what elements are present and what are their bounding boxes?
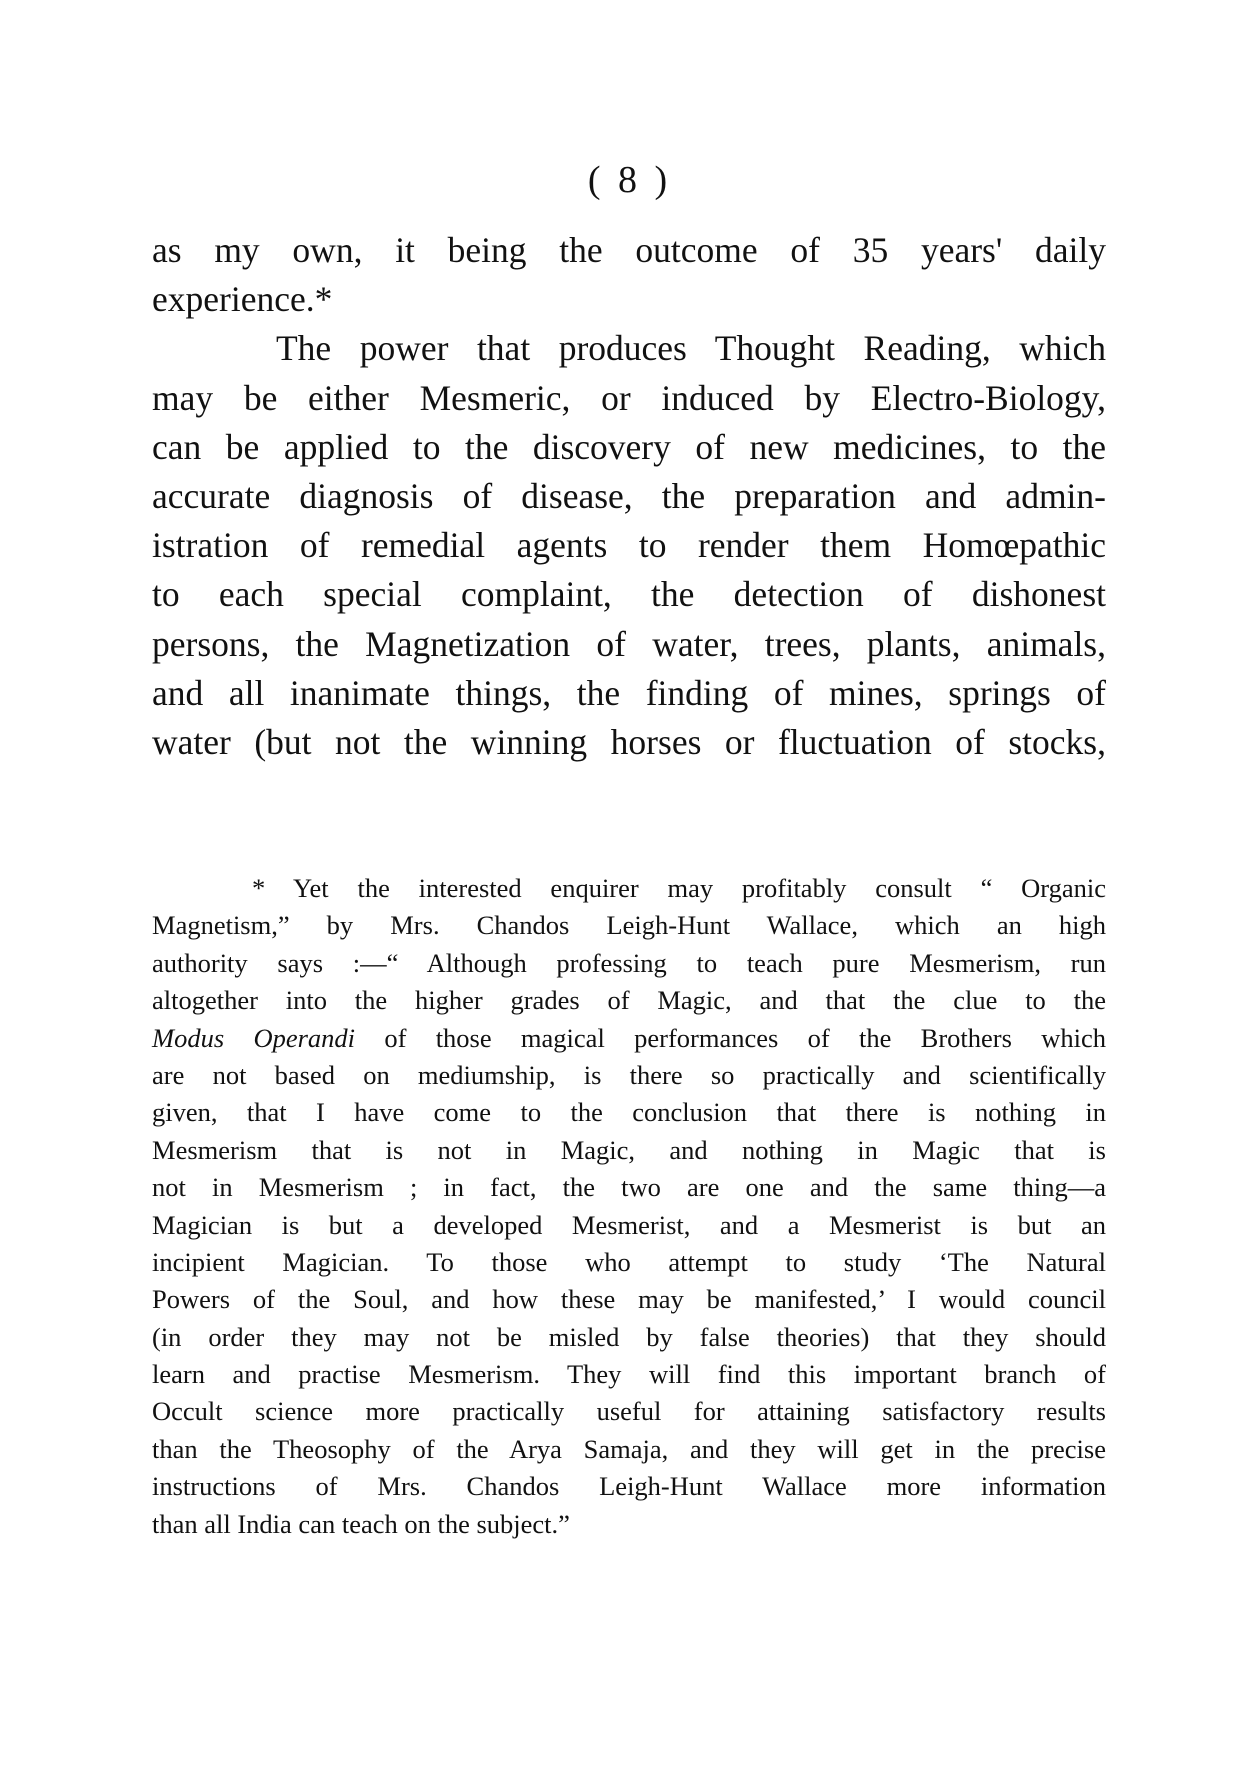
footnote-line: instructions of Mrs. Chandos Leigh-Hunt Wallace more information xyxy=(152,1471,1106,1502)
footnote-line: than all India can teach on the subject.” xyxy=(152,1508,570,1539)
footnote-line: than the Theosophy of the Arya Samaja, and they will get in the precise xyxy=(152,1433,1106,1464)
footnote-line: authority says :—“ Although professing to teach pure Mesmerism, run xyxy=(152,947,1106,978)
footnote-line: incipient Magician. To those who attempt to study ‘The Natural xyxy=(152,1246,1106,1277)
footnote-line: Mesmerism that is not in Magic, and nothing in Magic that is xyxy=(152,1134,1106,1165)
text-line: may be either Mesmeric, or induced by Electro-Biology, xyxy=(152,377,1106,418)
footnote-line: Magician is but a developed Mesmerist, and a Mesmerist is but an xyxy=(152,1209,1106,1240)
page-number: ( 8 ) xyxy=(587,159,672,201)
text-line: accurate diagnosis of disease, the preparation and admin- xyxy=(152,475,1106,516)
text-line: can be applied to the discovery of new medicines, to the xyxy=(152,426,1106,467)
text-line: istration of remedial agents to render them Homœpathic xyxy=(152,525,1106,566)
footnote-line: Magnetism,” by Mrs. Chandos Leigh-Hunt Wallace, which an high xyxy=(152,910,1106,941)
footnote-line: not in Mesmerism ; in fact, the two are one and the same thing—a xyxy=(152,1172,1106,1203)
text-line: to each special complaint, the detection of dishonest xyxy=(152,574,1106,615)
footnote-line: given, that I have come to the conclusion that there is nothing in xyxy=(152,1097,1106,1128)
text-line: persons, the Magnetization of water, trees, plants, animals, xyxy=(152,623,1106,664)
paragraph-start-line: The power that produces Thought Reading, which xyxy=(276,328,1106,369)
footnote-line: * Yet the interested enquirer may profitably consult “ Organic xyxy=(252,873,1106,903)
footnote-line: Powers of the Soul, and how these may be manifested,’ I would council xyxy=(152,1284,1106,1315)
footnote-line xyxy=(152,1020,1106,1057)
footnote-line-rest: of those magical performances of the Brothers which xyxy=(355,1022,1106,1053)
footnote-line: learn and practise Mesmerism. They will find this important branch of xyxy=(152,1359,1106,1390)
text-line: and all inanimate things, the finding of mines, springs of xyxy=(152,672,1106,713)
text-line: as my own, it being the outcome of 35 years' daily xyxy=(152,230,1106,270)
text-line: water (but not the winning horses or fluctuation of stocks, xyxy=(152,721,1106,762)
text-line: experience.* xyxy=(152,279,333,320)
footnote-line: (in order they may not be misled by false theories) that they should xyxy=(152,1321,1106,1352)
footnote xyxy=(152,870,1106,1543)
footnote-line: are not based on mediumship, is there so practically and scientifically xyxy=(152,1059,1106,1090)
footnote-line: altogether into the higher grades of Magic, and that the clue to the xyxy=(152,985,1106,1016)
footnote-line: Occult science more practically useful for attaining satisfactory results xyxy=(152,1396,1106,1427)
main-body-text xyxy=(152,226,1106,767)
italic-phrase: Modus Operandi xyxy=(152,1022,356,1053)
